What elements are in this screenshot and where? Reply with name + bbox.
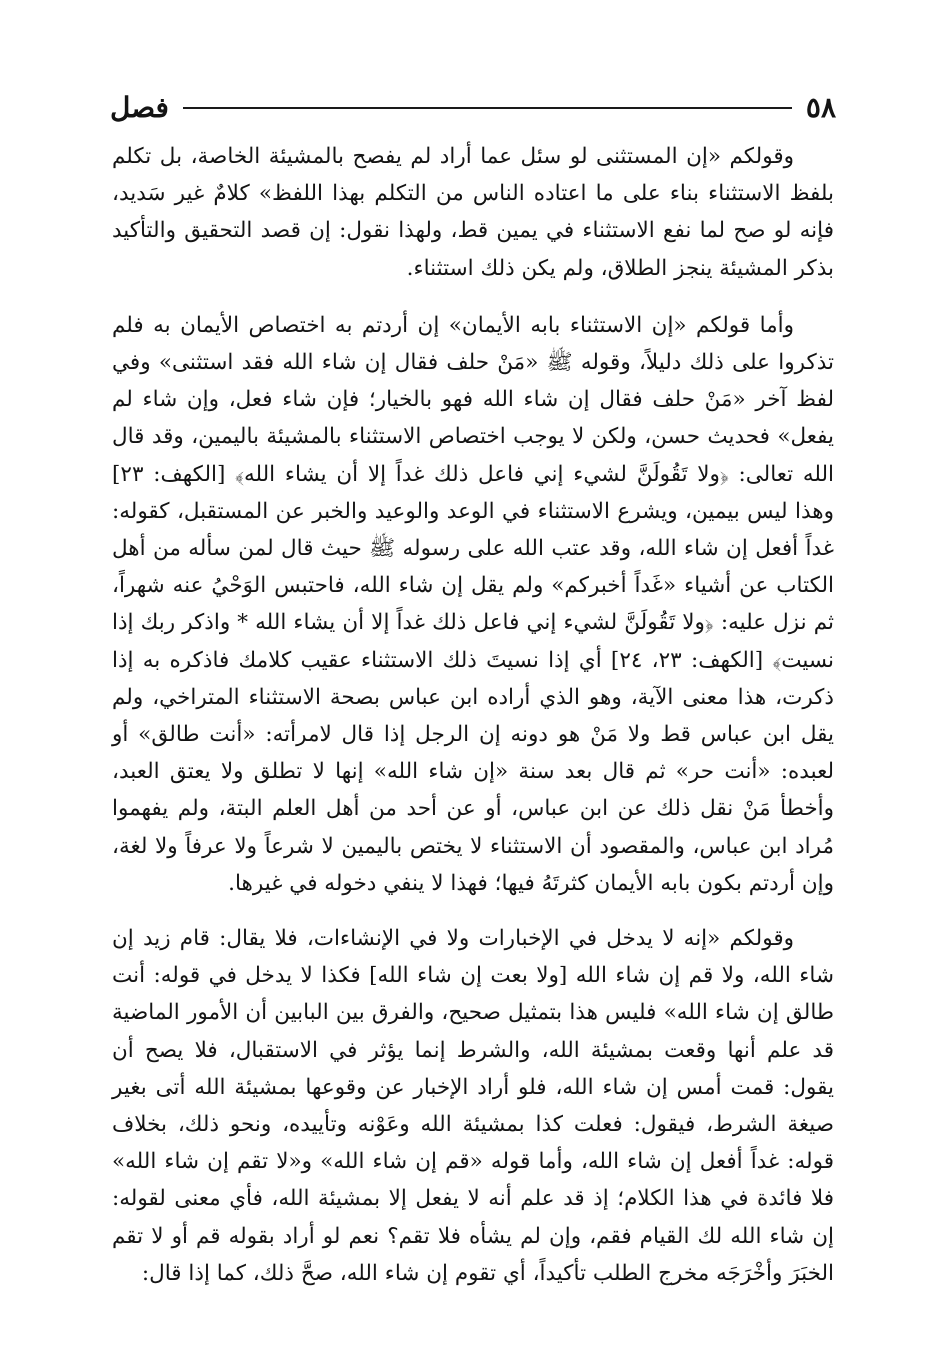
running-header: [110, 88, 836, 128]
chapter-title: فصل: [110, 91, 169, 124]
paragraph-2: وأما قولكم «إن الاستثناء بابه الأيمان» إن أردتم به اختصاص الأيمان به فلم تذكروا على ذلك دليلاً، وقوله ﷺ «مَنْ حلف فقال إن شاء الله فقد استثنى» وفي لفظ آخر «مَنْ حلف فقال إن شاء الله فهو بالخيار؛ فإن شاء فعل، وإن شاء لم يفعل» فحديث حسن، ولكن لا يوجب اختصاص الاستثناء بالمشيئة باليمين، وقد قال الله تعالى: ﴿ولا تَقُولَنَّ لشيء إني فاعل ذلك غداً إلا أن يشاء الله﴾ [الكهف: ٢٣] وهذا ليس بيمين، ويشرع الاستثناء في الوعد والوعيد والخبر عن المستقبل، كقوله: غداً أفعل إن شاء الله، وقد عتب الله على رسوله ﷺ حيث قال لمن سأله من أهل الكتاب عن أشياء «غَداً أخبركم» ولم يقل إن شاء الله، فاحتبس الوَحْيُ عنه شهراً، ثم نزل عليه: ﴿ولا تَقُولَنَّ لشيء إني فاعل ذلك غداً إلا أن يشاء الله * واذكر ربك إذا نسيت﴾ [الكهف: ٢٣، ٢٤] أي إذا نسيتَ ذلك الاستثناء عقيب كلامك فاذكره به إذا ذكرت، هذا معنى الآية، وهو الذي أراده ابن عباس بصحة الاستثناء المتراخي، ولم يقل ابن عباس قط ولا مَنْ هو دونه إن الرجل إذا قال لامرأته: «أنت طالق» أو لعبده: «أنت حر» ثم قال بعد سنة «إن شاء الله» إنها لا تطلق ولا يعتق العبد، وأخطأ مَنْ نقل ذلك عن ابن عباس، أو عن أحد من أهل العلم البتة، ولم يفهموا مُراد ابن عباس، والمقصود أن الاستثناء لا يختص باليمين لا شرعاً ولا عرفاً ولا لغة، وإن أردتم بكون بابه الأيمان كثرتَهُ فيها؛ فهذا لا ينفي دخوله في غيرها.: [112, 312, 835, 896]
paragraph-3: وقولكم «إنه لا يدخل في الإخبارات ولا في الإنشاءات، فلا يقال: قام زيد إن شاء الله، ولا قم إن شاء الله [ولا بعت إن شاء الله] فكذا لا يدخل في قوله: أنت طالق إن شاء الله» فليس هذا بتمثيل صحيح، والفرق بين البابين أن الأمور الماضية قد علم أنها وقعت بمشيئة الله، والشرط إنما يؤثر في الاستقبال، فلا يصح أن يقول: قمت أمس إن شاء الله، فلو أراد الإخبار عن وقوعها بمشيئة الله أتى بغير صيغة الشرط، فيقول: فعلت كذا بمشيئة الله وعَوْنه وتأييده، ونحو ذلك، بخلاف قوله: غداً أفعل إن شاء الله، وأما قوله «قم إن شاء الله» و«لا تقم إن شاء الله» فلا فائدة في هذا الكلام؛ إذ قد علم أنه لا يفعل إلا بمشيئة الله، فأي معنى لقوله: إن شاء الله لك القيام فقم، وإن لم يشأه فلا تقم؟ نعم لو أراد بقوله قم أو لا تقم الخبَرَ وأخْرَجَه مخرج الطلب تأكيداً، أي تقوم إن شاء الله، صحَّ ذلك، كما إذا قال:: [112, 926, 834, 1286]
page-number: ٥٨: [805, 91, 836, 124]
paragraph-1: وقولكم «إن المستثنى لو سئل عما أراد لم يفصح بالمشيئة الخاصة، بل تكلم بلفظ الاستثناء بناء على ما اعتاده الناس من التكلم بهذا اللفظ» كلامٌ غير سَديد، فإنه لو صح لما نفع الاستثناء في يمين قط، ولهذا نقول: إن قصد التحقيق والتأكيد بذكر المشيئة ينجز الطلاق، ولم يكن ذلك استثناء.: [112, 144, 834, 281]
body-text: [112, 138, 834, 1292]
header-rule: [183, 107, 792, 109]
